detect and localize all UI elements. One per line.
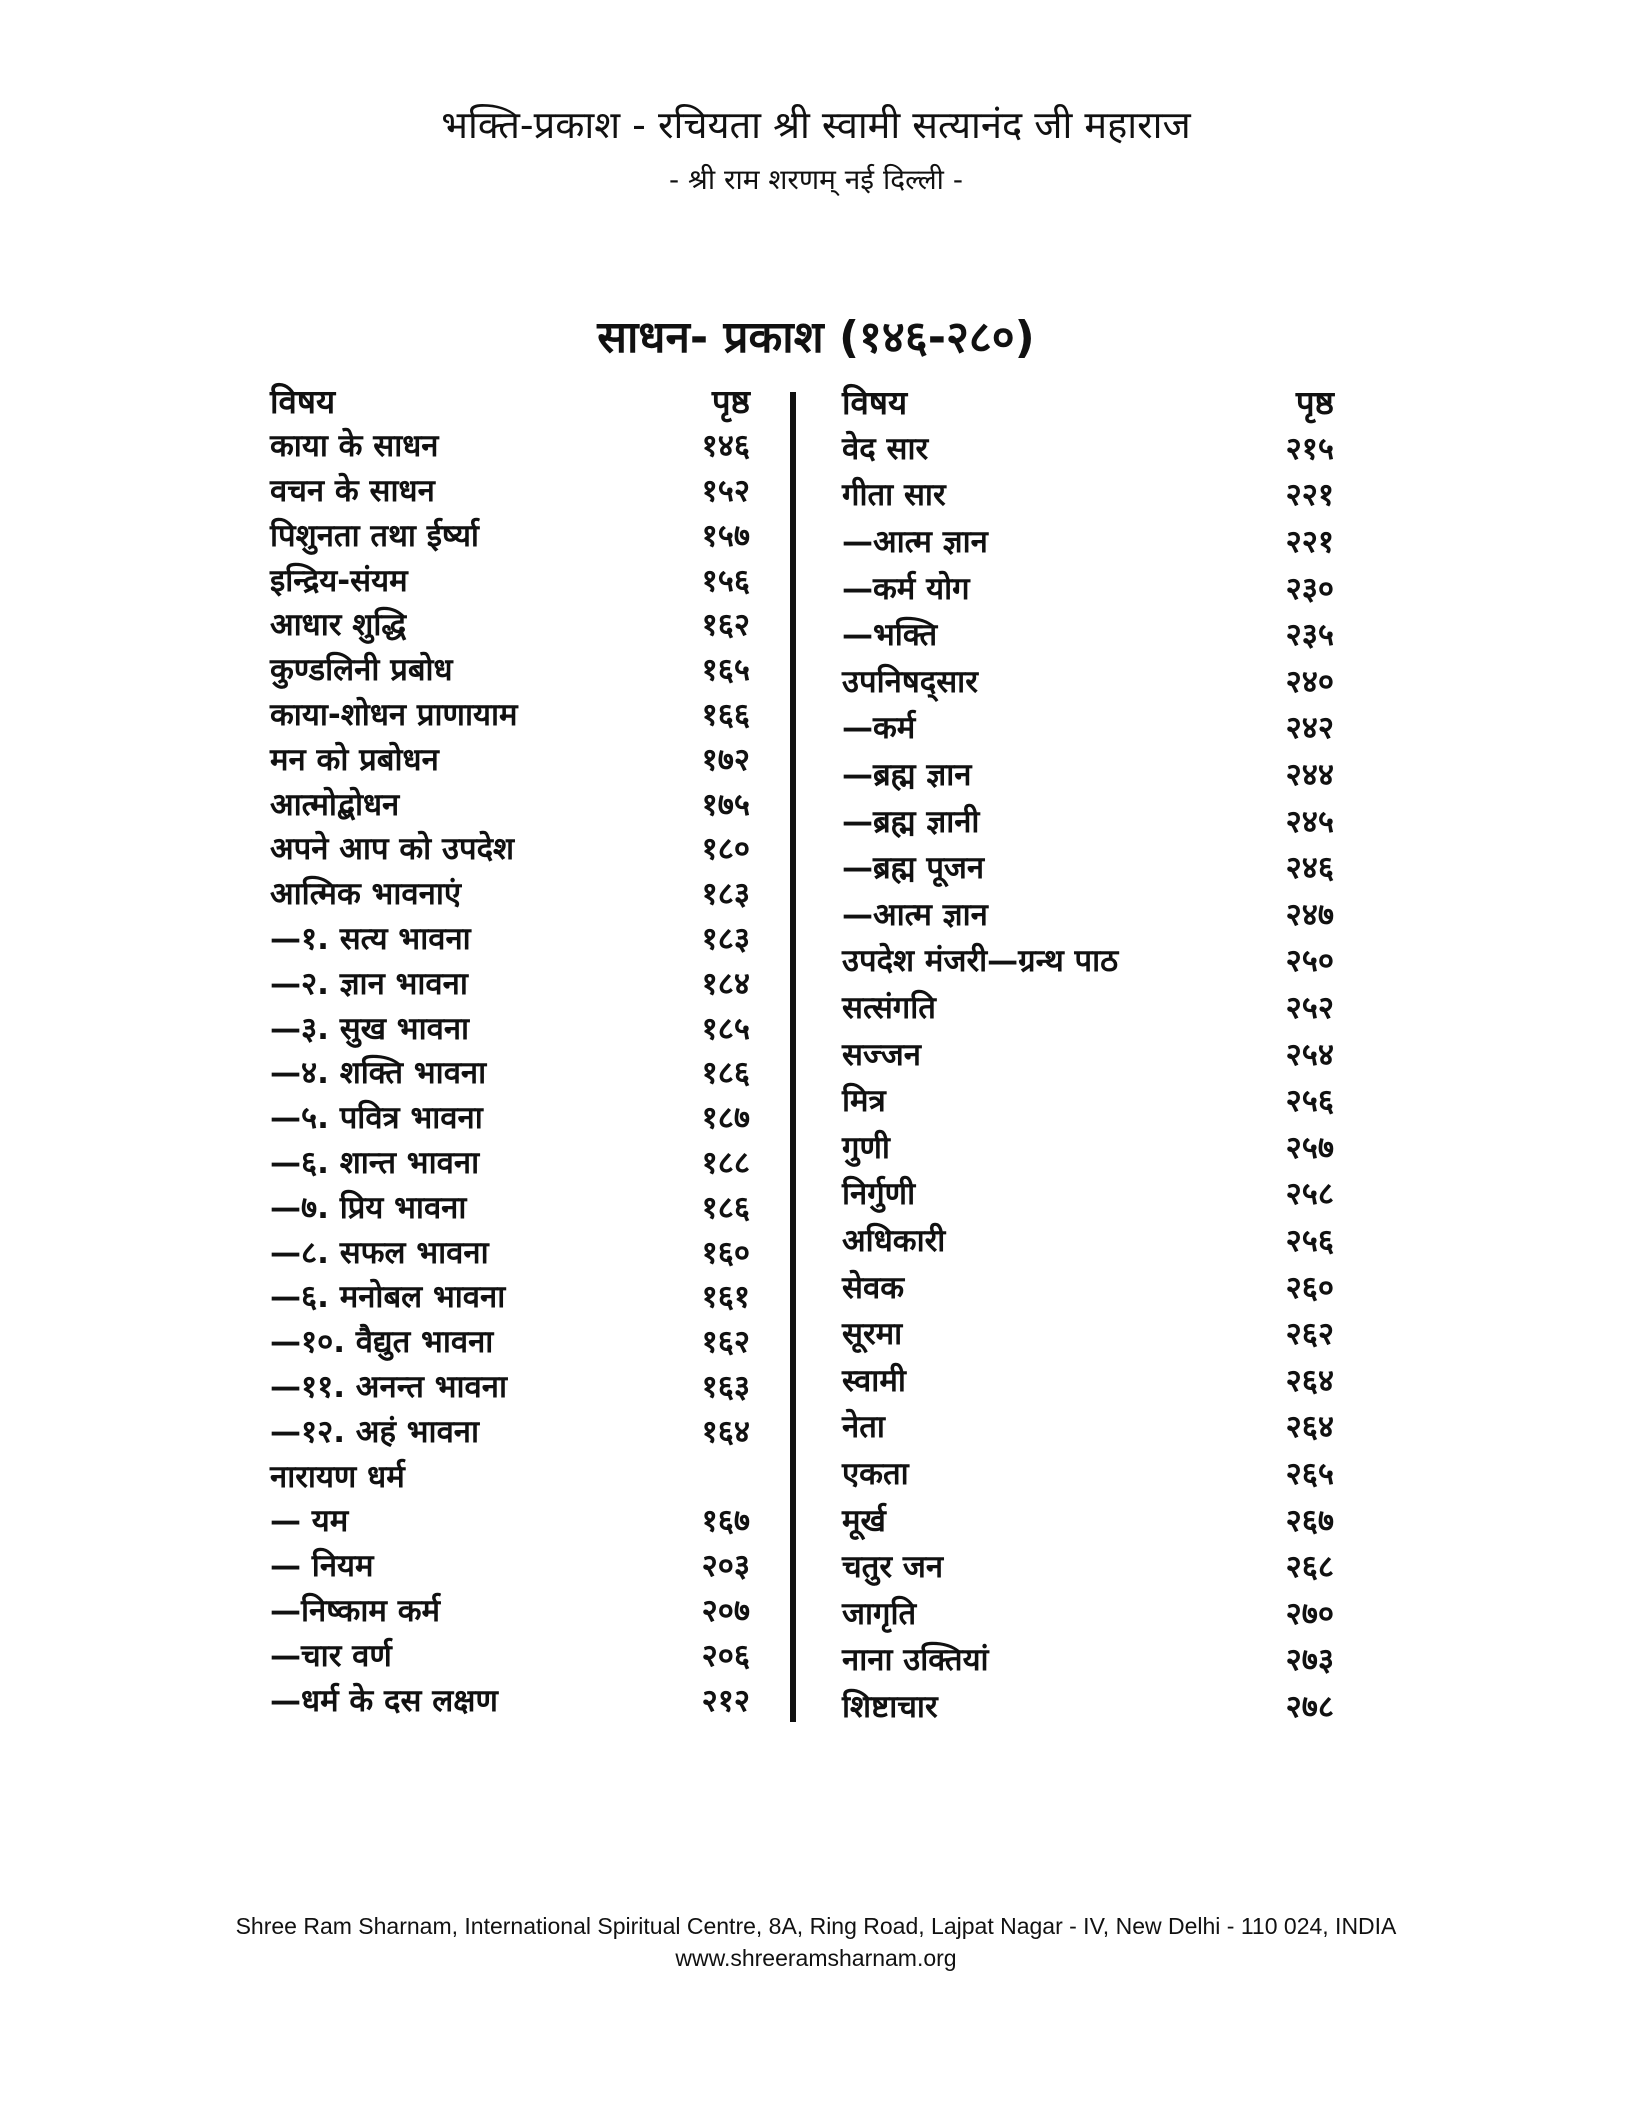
toc-entry-topic: —ब्रह्म ज्ञान [842, 757, 972, 794]
toc-entry-topic: —५. पवित्र भावना [270, 1100, 483, 1137]
toc-entry [270, 1588, 750, 1633]
page-column-header: पृष्ठ [711, 381, 750, 421]
toc-entry-topic: स्वामी [842, 1362, 906, 1399]
toc-entry-topic: वेद सार [842, 430, 929, 467]
toc-entry-topic: आधार शुद्धि [270, 607, 407, 644]
toc-entry-page: १६६ [701, 696, 750, 733]
topic-column-header: विषय [842, 382, 908, 422]
toc-entry [842, 1310, 1334, 1357]
toc-entry-page: २६८ [1285, 1549, 1334, 1586]
toc-entry-page: २६७ [1285, 1502, 1334, 1539]
toc-entry-page: २३५ [1285, 617, 1334, 654]
toc-entry [842, 1450, 1334, 1497]
toc-entry [842, 658, 1334, 705]
toc-entry-page: १५२ [701, 472, 750, 509]
toc-entry [270, 602, 750, 647]
toc-entry [842, 1543, 1334, 1590]
page-header [0, 100, 1632, 198]
toc-entry-topic: —भक्ति [842, 617, 938, 654]
toc-entry-page: १८६ [701, 1055, 750, 1092]
toc-entry [842, 1124, 1334, 1171]
toc-entry-topic: सज्जन [842, 1036, 921, 1073]
toc-entry-topic: सत्संगति [842, 990, 936, 1027]
toc-entry-topic: सेवक [842, 1269, 904, 1306]
toc-entry-topic: —१०. वैद्युत भावना [270, 1324, 494, 1361]
topic-column-header: विषय [270, 381, 336, 421]
toc-entry-topic: वचन के साधन [270, 472, 435, 509]
page-column-header: पृष्ठ [1295, 382, 1334, 422]
toc-entry [270, 1050, 750, 1095]
toc-entry-topic: आत्मोद्बोधन [270, 786, 400, 823]
toc-entry-topic: —कर्म [842, 710, 916, 747]
toc-entry-topic: — यम [270, 1503, 349, 1540]
toc-entry [842, 1683, 1334, 1730]
toc-entry-topic: —६. शान्त भावना [270, 1144, 480, 1181]
toc-entry-topic: — नियम [270, 1548, 374, 1585]
toc-entry [270, 1543, 750, 1588]
toc-entry [270, 512, 750, 557]
column-divider [790, 392, 796, 1722]
toc-entry-page: २०३ [701, 1548, 750, 1585]
toc-entry-page: २१५ [1285, 430, 1334, 467]
toc-entry-page: २५२ [1285, 990, 1334, 1027]
toc-entry [270, 468, 750, 513]
toc-left-column [270, 378, 750, 1722]
toc-entry-topic: —चार वर्ण [270, 1637, 392, 1674]
toc-entry-page: १८३ [701, 876, 750, 913]
toc-entry [842, 984, 1334, 1031]
toc-right-header [842, 378, 1334, 425]
toc-entry-topic: एकता [842, 1455, 909, 1492]
toc-entry [270, 916, 750, 961]
toc-entry-topic: नारायण धर्म [270, 1458, 405, 1495]
toc-entry [842, 937, 1334, 984]
toc-entry-topic: उपनिषद्सार [842, 663, 978, 700]
toc-entry [270, 1140, 750, 1185]
toc-entry [270, 423, 750, 468]
toc-entry [842, 751, 1334, 798]
toc-entry [842, 518, 1334, 565]
toc-entry [842, 1403, 1334, 1450]
toc-entry-page: २५६ [1285, 1083, 1334, 1120]
document-title: भक्ति-प्रकाश - रचियता श्री स्वामी सत्यानंद जी महाराज [441, 103, 1191, 147]
toc-entry-page: १८० [701, 831, 750, 868]
toc-entry-page: २७८ [1285, 1688, 1334, 1725]
toc-entry-topic: अधिकारी [842, 1222, 946, 1259]
toc-entry [270, 960, 750, 1005]
toc-entry-topic: —४. शक्ति भावना [270, 1055, 487, 1092]
toc-entry [270, 1453, 750, 1498]
toc-entry-topic: —३. सुख भावना [270, 1010, 470, 1047]
toc-left-header [270, 378, 750, 423]
toc-entry-page: १८६ [701, 1189, 750, 1226]
toc-entry-topic: इन्द्रिय-संयम [270, 562, 408, 599]
toc-entry-page: १६१ [701, 1279, 750, 1316]
toc-entry-page: २४४ [1285, 757, 1334, 794]
toc-left-list [270, 423, 750, 1722]
toc-entry [842, 1636, 1334, 1683]
toc-entry [270, 736, 750, 781]
toc-entry [270, 647, 750, 692]
toc-entry-topic: पिशुनता तथा ईर्ष्या [270, 517, 479, 554]
toc-entry-topic: जागृति [842, 1595, 917, 1632]
toc-entry-page: २५४ [1285, 1036, 1334, 1073]
toc-entry-page: १८४ [701, 965, 750, 1002]
toc-entry [842, 1356, 1334, 1403]
toc-entry-topic: शिष्टाचार [842, 1688, 938, 1725]
toc-entry [270, 826, 750, 871]
toc-entry-page: २०६ [701, 1637, 750, 1674]
toc-entry-topic: काया के साधन [270, 428, 439, 465]
toc-entry-topic: —१२. अहं भावना [270, 1413, 480, 1450]
toc-entry-page: २६४ [1285, 1362, 1334, 1399]
toc-entry [270, 1319, 750, 1364]
toc-entry-topic: नाना उक्तियां [842, 1642, 989, 1679]
toc-entry-page: २७३ [1285, 1642, 1334, 1679]
toc-entry [270, 1229, 750, 1274]
toc-entry [270, 781, 750, 826]
toc-entry-page: १४६ [701, 428, 750, 465]
section-title: साधन- प्रकाश (१४६-२८०) [597, 312, 1035, 363]
toc-entry-topic: —ब्रह्म पूजन [842, 850, 985, 887]
toc-entry-page: २५० [1285, 943, 1334, 980]
toc-entry-topic: —धर्म के दस लक्षण [270, 1682, 498, 1719]
toc-entry-page: २२१ [1285, 524, 1334, 561]
toc-entry [270, 1498, 750, 1543]
toc-entry-topic: —२. ज्ञान भावना [270, 965, 468, 1002]
toc-entry-topic: —आत्म ज्ञान [842, 524, 988, 561]
toc-entry [842, 891, 1334, 938]
toc-entry-topic: निर्गुणी [842, 1176, 916, 1213]
toc-entry-page: २५६ [1285, 1222, 1334, 1259]
toc-entry-page: १७२ [701, 741, 750, 778]
toc-entry-page: १६७ [701, 1503, 750, 1540]
toc-entry [842, 471, 1334, 518]
toc-entry-topic: काया-शोधन प्राणायाम [270, 696, 518, 733]
toc-entry-topic: —आत्म ज्ञान [842, 896, 988, 933]
toc-entry-page: २६५ [1285, 1455, 1334, 1492]
toc-entry [842, 564, 1334, 611]
toc-entry-page: १६४ [701, 1413, 750, 1450]
toc-entry-page: १६२ [701, 1324, 750, 1361]
toc-entry [270, 1095, 750, 1140]
toc-entry [270, 1632, 750, 1677]
toc-entry-page: १८५ [701, 1010, 750, 1047]
toc-entry-topic: —८. सफल भावना [270, 1234, 489, 1271]
toc-entry-page: १६० [701, 1234, 750, 1271]
toc-right-column [842, 378, 1334, 1729]
toc-entry-page: २७० [1285, 1595, 1334, 1632]
page-footer [0, 1910, 1632, 1974]
toc-entry-topic: मित्र [842, 1083, 886, 1120]
toc-entry-topic: सूरमा [842, 1316, 903, 1353]
toc-entry [842, 844, 1334, 891]
toc-entry-topic: गीता सार [842, 477, 946, 514]
toc-entry-topic: चतुर जन [842, 1549, 944, 1586]
toc-entry-topic: नेता [842, 1409, 885, 1446]
toc-entry [842, 611, 1334, 658]
toc-entry [842, 1217, 1334, 1264]
toc-entry-topic: उपदेश मंजरी—ग्रन्थ पाठ [842, 943, 1119, 980]
toc-entry-page: १६२ [701, 607, 750, 644]
toc-entry-page: २०७ [701, 1592, 750, 1629]
toc-entry-page: १५६ [701, 562, 750, 599]
toc-entry [842, 1496, 1334, 1543]
toc-entry-page: १६३ [701, 1368, 750, 1405]
toc-entry-topic: —ब्रह्म ज्ञानी [842, 803, 980, 840]
toc-entry-page: २४० [1285, 663, 1334, 700]
document-subtitle: - श्री राम शरणम् नई दिल्ली - [669, 163, 963, 196]
toc-entry [842, 1077, 1334, 1124]
toc-right-list [842, 425, 1334, 1730]
toc-entry-topic: मूर्ख [842, 1502, 886, 1539]
toc-entry [270, 557, 750, 602]
toc-entry-page: १८३ [701, 920, 750, 957]
toc-entry [842, 797, 1334, 844]
toc-entry [270, 1005, 750, 1050]
toc-entry-page: १८८ [701, 1144, 750, 1181]
toc-entry [842, 1030, 1334, 1077]
toc-entry [842, 1170, 1334, 1217]
footer-website: www.shreeramsharnam.org [675, 1945, 957, 1971]
toc-entry-topic: मन को प्रबोधन [270, 741, 439, 778]
toc-entry-topic: —७. प्रिय भावना [270, 1189, 467, 1226]
toc-entry-topic: —निष्काम कर्म [270, 1592, 441, 1629]
toc-entry [270, 1364, 750, 1409]
toc-entry-topic: —११. अनन्त भावना [270, 1368, 507, 1405]
toc-entry-page: २६४ [1285, 1409, 1334, 1446]
toc-entry [842, 425, 1334, 472]
toc-entry [270, 1408, 750, 1453]
toc-entry-page: २४२ [1285, 710, 1334, 747]
footer-address: Shree Ram Sharnam, International Spiritual Centre, 8A, Ring Road, Lajpat Nagar - IV, New Delhi - 110 024, INDIA [235, 1913, 1397, 1939]
toc-entry [270, 871, 750, 916]
toc-entry [842, 704, 1334, 751]
toc-entry [270, 1184, 750, 1229]
toc-entry-topic: अपने आप को उपदेश [270, 831, 515, 868]
toc-entry-page: १५७ [701, 517, 750, 554]
toc-entry-page: २६० [1285, 1269, 1334, 1306]
toc-entry-topic: —कर्म योग [842, 570, 970, 607]
toc-entry [842, 1589, 1334, 1636]
toc-entry-page: २४५ [1285, 803, 1334, 840]
toc-entry [842, 1263, 1334, 1310]
toc-entry-topic: गुणी [842, 1129, 890, 1166]
toc-entry [270, 1274, 750, 1319]
toc-entry [270, 1677, 750, 1722]
toc-entry-topic: —६. मनोबल भावना [270, 1279, 506, 1316]
toc-entry-page: २३० [1285, 570, 1334, 607]
toc-entry-page: १६५ [701, 652, 750, 689]
toc-entry-page: १७५ [701, 786, 750, 823]
toc-entry-page: १८७ [701, 1100, 750, 1137]
toc-entry-page: २५८ [1285, 1176, 1334, 1213]
toc-entry-page: २१२ [701, 1682, 750, 1719]
toc-entry-page: २६२ [1285, 1316, 1334, 1353]
toc-entry-topic: आत्मिक भावनाएं [270, 876, 461, 913]
toc-entry-page: २२१ [1285, 477, 1334, 514]
toc-entry-topic: कुण्डलिनी प्रबोध [270, 652, 453, 689]
toc-entry [270, 692, 750, 737]
toc-entry-page: २४६ [1285, 850, 1334, 887]
toc-entry-page: २५७ [1285, 1129, 1334, 1166]
toc-entry-page: २४७ [1285, 896, 1334, 933]
toc-entry-topic: —१. सत्य भावना [270, 920, 471, 957]
